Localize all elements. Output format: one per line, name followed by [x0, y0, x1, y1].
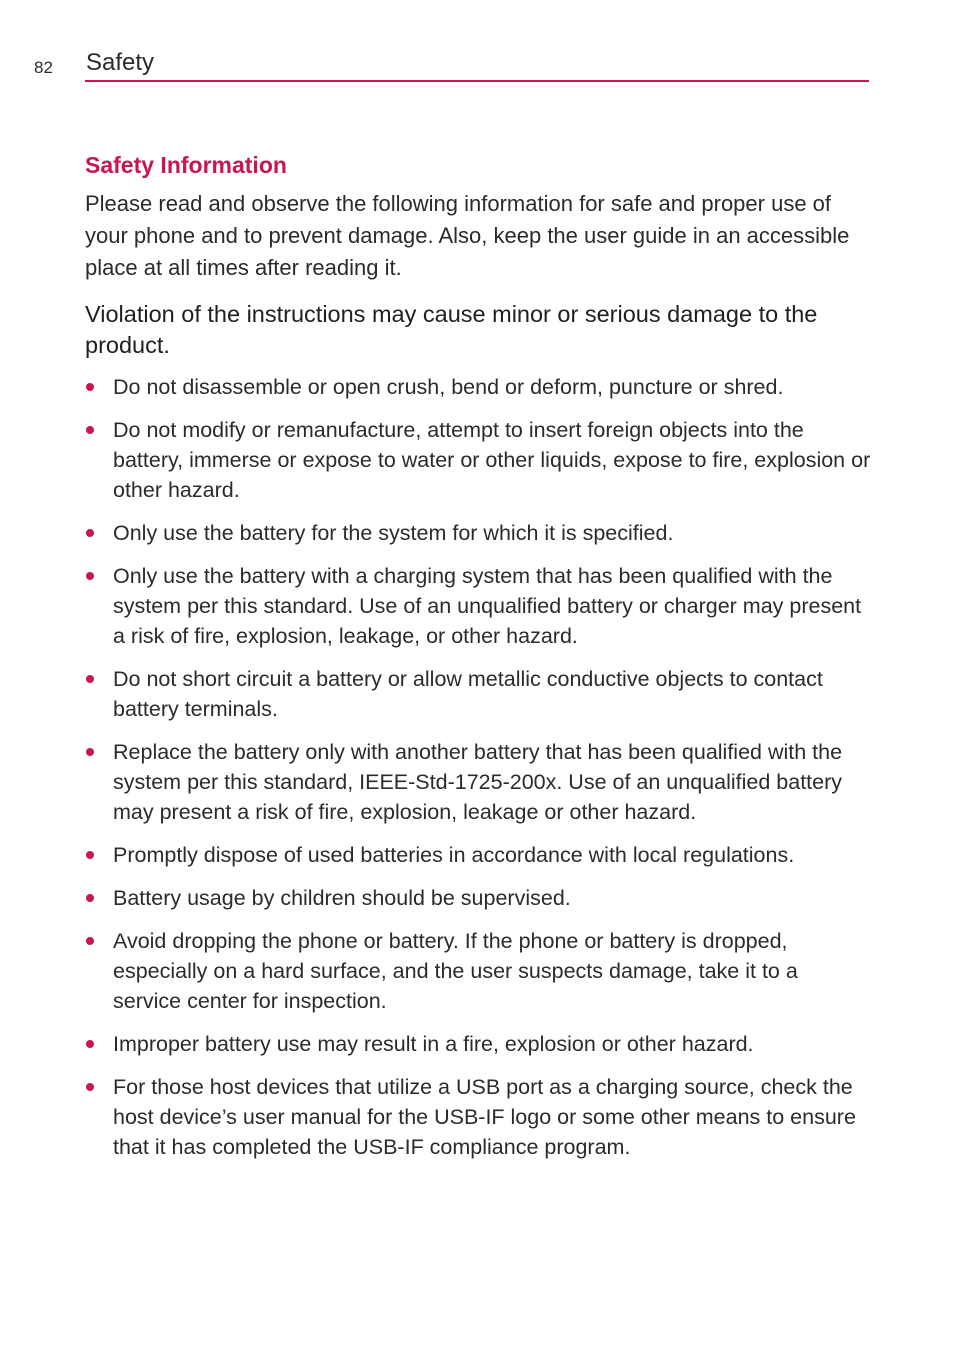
bullet-dot-icon — [86, 851, 94, 859]
list-item — [85, 561, 871, 651]
page-number: 82 — [34, 58, 53, 77]
list-item — [85, 518, 871, 548]
bullet-dot-icon — [86, 572, 94, 580]
violation-warning: Violation of the instructions may cause minor or serious damage to the product. — [85, 301, 818, 358]
list-item — [85, 883, 871, 913]
bullet-text: Promptly dispose of used batteries in accordance with local regulations. — [113, 843, 795, 867]
bullet-dot-icon — [86, 675, 94, 683]
list-item — [85, 840, 871, 870]
main-content — [85, 148, 871, 1175]
bullet-dot-icon — [86, 426, 94, 434]
bullet-dot-icon — [86, 529, 94, 537]
list-item — [85, 415, 871, 505]
safety-information-heading: Safety Information — [85, 152, 287, 178]
bullet-text: Do not modify or remanufacture, attempt to insert foreign objects into the battery, immerse or expose to water or other liquids, expose to fire, explosion or other hazard. — [113, 418, 871, 502]
bullet-dot-icon — [86, 937, 94, 945]
bullet-dot-icon — [86, 383, 94, 391]
section-title: Safety — [86, 49, 155, 76]
list-item — [85, 372, 871, 402]
bullet-text: Improper battery use may result in a fire, explosion or other hazard. — [113, 1032, 754, 1056]
list-item — [85, 1072, 871, 1162]
list-item — [85, 926, 871, 1016]
intro-paragraph: Please read and observe the following information for safe and proper use of your phone and to prevent damage. Also, keep the user guide in an accessible place at all times after reading it. — [85, 191, 850, 280]
list-item — [85, 664, 871, 724]
safety-bullet-list — [85, 372, 871, 1162]
bullet-dot-icon — [86, 1083, 94, 1091]
bullet-text: Do not disassemble or open crush, bend or deform, puncture or shred. — [113, 375, 784, 399]
list-item — [85, 1029, 871, 1059]
bullet-text: For those host devices that utilize a USB port as a charging source, check the host device’s user manual for the USB-IF logo or some other means to ensure that it has completed the USB-IF compliance program. — [113, 1075, 856, 1159]
header-rule — [85, 80, 869, 82]
bullet-text: Only use the battery with a charging system that has been qualified with the system per this standard. Use of an unqualified battery or charger may present a risk of fire, explosion, leakage, or other hazard. — [113, 564, 862, 648]
bullet-dot-icon — [86, 894, 94, 902]
bullet-text: Only use the battery for the system for which it is specified. — [113, 521, 674, 545]
list-item — [85, 737, 871, 827]
bullet-dot-icon — [86, 748, 94, 756]
bullet-text: Battery usage by children should be supervised. — [113, 886, 571, 910]
bullet-text: Do not short circuit a battery or allow metallic conductive objects to contact battery terminals. — [113, 667, 823, 721]
bullet-dot-icon — [86, 1040, 94, 1048]
bullet-text: Replace the battery only with another battery that has been qualified with the system per this standard, IEEE-Std-1725-200x. Use of an unqualified battery may present a risk of fire, explosion, leakage or other hazard. — [113, 740, 843, 824]
bullet-text: Avoid dropping the phone or battery. If the phone or battery is dropped, especially on a hard surface, and the user suspects damage, take it to a service center for inspection. — [113, 929, 798, 1013]
